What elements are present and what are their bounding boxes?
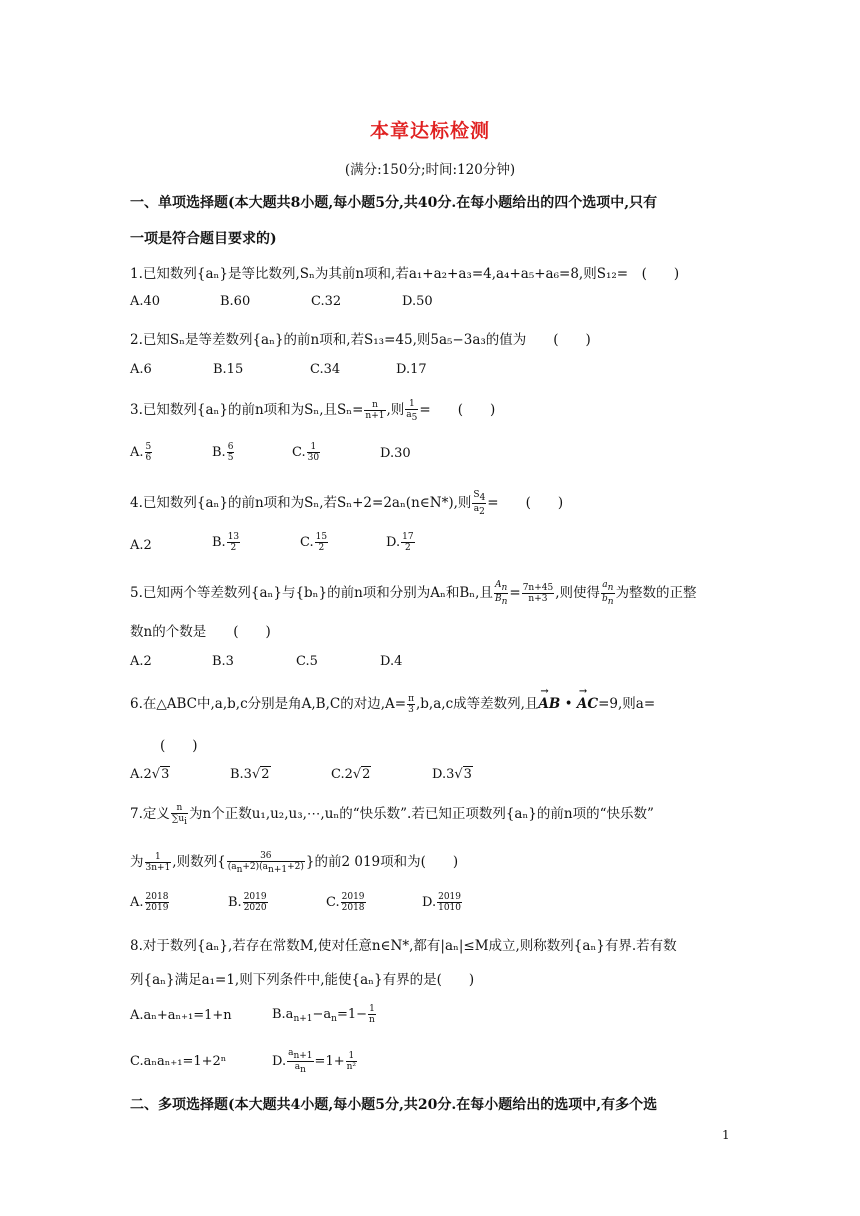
q4-option-b: B. $\frac{13}{2}$ [212, 532, 240, 553]
q1-option-a: A.40 [130, 294, 161, 309]
q4-text: 4.已知数列{aₙ}的前n项和为Sₙ,若Sₙ+2=2aₙ(n∈N*),则 $\frac{S4}{a2}$ = ( ) [130, 490, 564, 517]
exam-info: (满分:150分;时间:120分钟) [344, 162, 516, 178]
q7-option-b: B. $\frac{2019}{2020}$ [228, 892, 267, 913]
q3-text: 3.已知数列{aₙ}的前n项和为Sₙ,且Sₙ= $\frac{n}{n+1}$ ,则 $\frac{1}{a5}$ = ( ) [130, 398, 496, 423]
q2-option-a: A.6 [130, 362, 152, 377]
q6-mid: ,b,a,c成等差数列,且 [416, 696, 539, 712]
q5-text: 5.已知两个等差数列{aₙ}与{bₙ}的前n项和分别为Aₙ和Bₙ,且 $\frac{An}{Bn}$ = $\frac{7n+45}{n+3}$ ,则使得 $\frac{an}{bn}$ 为整数的正整 [130, 580, 697, 607]
q1-option-d: D.50 [402, 294, 433, 309]
section2-heading-line1: 二、多项选择题(本大题共4小题,每小题5分,共20分.在每小题给出的选项中,有多个选 [130, 1097, 658, 1113]
q6-pre: 6.在△ABC中,a,b,c分别是角A,B,C的对边,A= [130, 696, 407, 712]
q3-option-a: A. $\frac{5}{6}$ [130, 442, 152, 463]
q5-option-b: B.3 [212, 654, 234, 669]
q7-option-a: A. $\frac{2018}{2019}$ [130, 892, 169, 913]
q7-line2-post: 的前2 019项和为( ) [314, 854, 459, 870]
q5-ratio-fraction: $\frac{An}{Bn}$ [494, 580, 508, 607]
q7-sequence-fraction: $\frac{36}{(an+2)(an+1+2)}$ [227, 850, 304, 875]
q5-option-a: A.2 [130, 654, 152, 669]
q2-text: 2.已知Sₙ是等差数列{aₙ}的前n项和,若S₁₃=45,则5a₅−3a₃的值为 ( ) [130, 332, 591, 348]
q2-option-b: B.15 [213, 362, 244, 377]
q7-pre: 7.定义 [130, 806, 170, 822]
q5-option-d: D.4 [380, 654, 403, 669]
q6-angle-fraction: $\frac{\pi}{3}$ [408, 694, 414, 715]
q6-option-c: C.2√2 [331, 767, 371, 782]
q8-option-d: D. $\frac{an+1}{an}$ =1+ $\frac{1}{\text{n²}}$ [272, 1048, 357, 1075]
q7-option-c: C. $\frac{2019}{2018}$ [326, 892, 365, 913]
q5-post: 为整数的正整 [615, 585, 697, 601]
q3-option-b: B. $\frac{6}{5}$ [212, 442, 234, 463]
q6-text: 6.在△ABC中,a,b,c分别是角A,B,C的对边,A= $\frac{\pi}{3}$ ,b,a,c成等差数列,且→ AB • → AC=9,则a= [130, 692, 655, 715]
q7-line2-pre: 为 [130, 854, 144, 870]
q5-term-fraction: $\frac{an}{bn}$ [602, 580, 614, 607]
q3-option-d: D.30 [380, 446, 411, 461]
q3-option-c: C. $\frac{1}{30}$ [292, 442, 320, 463]
q6-option-d: D.3√3 [432, 767, 472, 782]
q7-happy-number-fraction: $\frac{1}{3n+1}$ [145, 852, 171, 873]
q6-option-a: A.2√3 [130, 767, 170, 782]
q8-option-c: C.aₙaₙ₊₁=1+2ⁿ [130, 1054, 227, 1069]
q5-pre: 5.已知两个等差数列{aₙ}与{bₙ}的前n项和分别为Aₙ和Bₙ,且 [130, 585, 493, 601]
q4-option-c: C. $\frac{15}{2}$ [300, 532, 328, 553]
q1-option-b: B.60 [220, 294, 251, 309]
q8-option-a: A.aₙ+aₙ₊₁=1+n [130, 1008, 232, 1023]
q7-text-line2: 为 $\frac{1}{3n+1}$ ,则数列{ $\frac{36}{(an+2)(an+1+2)}$ }的前2 019项和为( ) [130, 850, 459, 875]
q6-text-line2: ( ) [160, 738, 198, 754]
q7-definition-fraction: $\frac{n}{\sum ui}$ [171, 802, 188, 827]
q5-text-line2: 数n的个数是 ( ) [130, 624, 271, 640]
section1-heading-line2: 一项是符合题目要求的) [130, 231, 277, 247]
q8-text-line2: 列{aₙ}满足a₁=1,则下列条件中,能使{aₙ}有界的是( ) [130, 972, 475, 988]
page-title: 本章达标检测 [369, 120, 490, 142]
q8-option-b: $B.a_{n+1}-a_n=1-$ $\frac{1}{n}$ [272, 1004, 375, 1025]
q5-mid: ,则使得 [555, 585, 600, 601]
q3-fraction: $\frac{n}{n+1}$ [365, 400, 385, 421]
q5-option-c: C.5 [296, 654, 318, 669]
q7-text [130, 802, 654, 827]
q4-option-a: A.2 [130, 538, 152, 553]
q8-text-line1: 8.对于数列{aₙ},若存在常数M,使对任意n∈N*,都有|aₙ|≤M成立,则称数列{aₙ}有界.若有数 [130, 938, 677, 954]
q2-option-c: C.34 [310, 362, 341, 377]
q3-target-fraction: $\frac{1}{a5}$ [406, 398, 418, 423]
q3-pre: 3.已知数列{aₙ}的前n项和为Sₙ,且Sₙ= [130, 402, 364, 418]
q1-text: 1.已知数列{aₙ}是等比数列,Sₙ为其前n项和,若a₁+a₂+a₃=4,a₄+a₅+a₆=8,则S₁₂= ( ) [130, 266, 680, 282]
q6-option-b: B.3√2 [230, 767, 270, 782]
q5-value-fraction: $\frac{7n+45}{n+3}$ [522, 583, 554, 604]
q7-option-d: D. $\frac{2019}{1010}$ [422, 892, 461, 913]
q2-option-d: D.17 [396, 362, 427, 377]
q4-pre: 4.已知数列{aₙ}的前n项和为Sₙ,若Sₙ+2=2aₙ(n∈N*),则 [130, 495, 472, 511]
q4-option-d: D. $\frac{17}{2}$ [386, 532, 414, 553]
q1-option-c: C.32 [311, 294, 342, 309]
page-number: 1 [722, 1128, 730, 1142]
section1-heading-line1: 一、单项选择题(本大题共8小题,每小题5分,共40分.在每小题给出的四个选项中,只有 [130, 195, 658, 211]
q3-bracket: ( ) [457, 402, 496, 418]
q7-post: 为n个正数u₁,u₂,u₃,⋯,uₙ的“快乐数”.若已知正项数列{aₙ}的前n项的“快乐数” [189, 806, 654, 822]
q6-post: =9,则a= [598, 696, 656, 712]
q7-line2-mid: ,则数列 [172, 854, 218, 870]
q4-bracket: ( ) [525, 495, 564, 511]
q4-fraction: $\frac{S4}{a2}$ [473, 490, 486, 517]
